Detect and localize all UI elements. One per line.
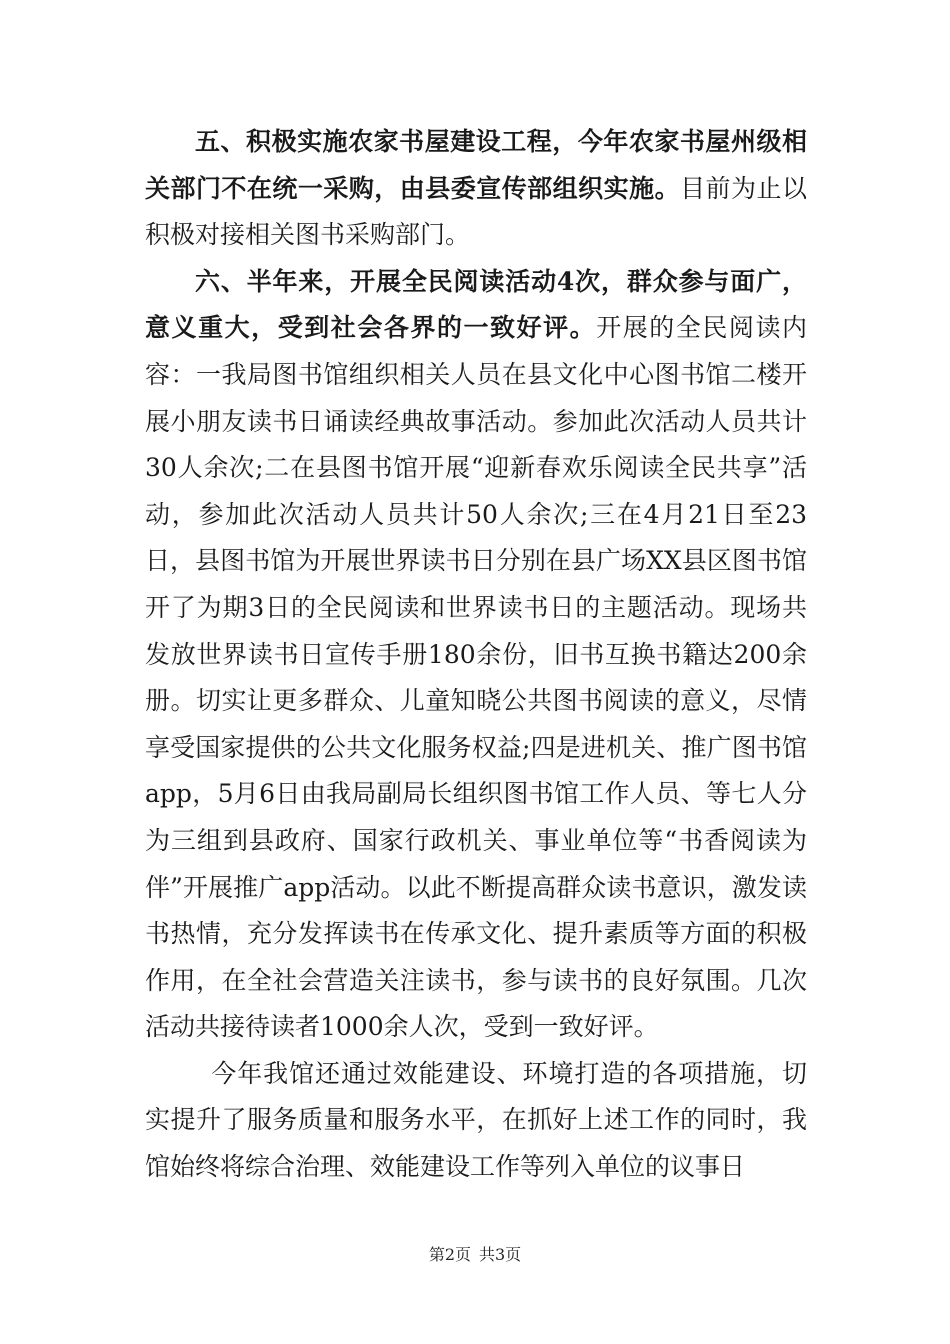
paragraph-text: 开展的全民阅读内容：一我局图书馆组织相关人员在县文化中心图书馆二楼开展小朋友读书日诵读经典故事活动。参加此次活动人员共计30人余次;二在县图书馆开展“迎新春欢乐阅读全民共享”活动，参加此次活动人员共计50人余次;三在4月21日至23日，县图书馆为开展世界读书日分别在县广场XX县区图书馆开了为期3日的全民阅读和世界读书日的主题活动。现场共发放世界读书日宣传手册180余份，旧书互换书籍达200余册。切实让更多群众、儿童知晓公共图书阅读的意义，尽情享受国家提供的公共文化服务权益;四是进机关、推广图书馆app，5月6日由我局副局长组织图书馆工作人员、等七人分为三组到县政府、国家行政机关、事业单位等“书香阅读为伴”开展推广app活动。以此不断提高群众读书意识，激发读书热情，充分发挥读书在传承文化、提升素质等方面的积极作用，在全社会营造关注读书，参与读书的良好氛围。几次活动共接待读者1000余人次，受到一致好评。 — [145, 313, 807, 1042]
paragraph-reading-activities — [145, 259, 807, 1051]
page-footer — [0, 1245, 950, 1265]
document-body — [145, 119, 807, 1191]
page-number: 第2页 — [428, 1245, 471, 1264]
page-total: 共3页 — [479, 1245, 522, 1264]
paragraph-farm-library — [145, 119, 807, 259]
paragraph-text: 今年我馆还通过效能建设、环境打造的各项措施，切实提升了服务质量和服务水平，在抓好上述工作的同时，我馆始终将综合治理、效能建设工作等列入单位的议事日 — [145, 1058, 807, 1182]
paragraph-efficiency — [145, 1051, 807, 1191]
paragraph-lead: 五、积极实施农家书屋建设工程，今年农家书屋州级相关部门不在统一采购，由县委宣传部组织实施。 — [145, 127, 807, 203]
paragraph-lead: 六、半年来，开展全民阅读活动4次，群众参与面广，意义重大，受到社会各界的一致好评。 — [145, 266, 807, 343]
paragraph-text: 目前为止以积极对接相关图书采购部门。 — [145, 173, 807, 250]
